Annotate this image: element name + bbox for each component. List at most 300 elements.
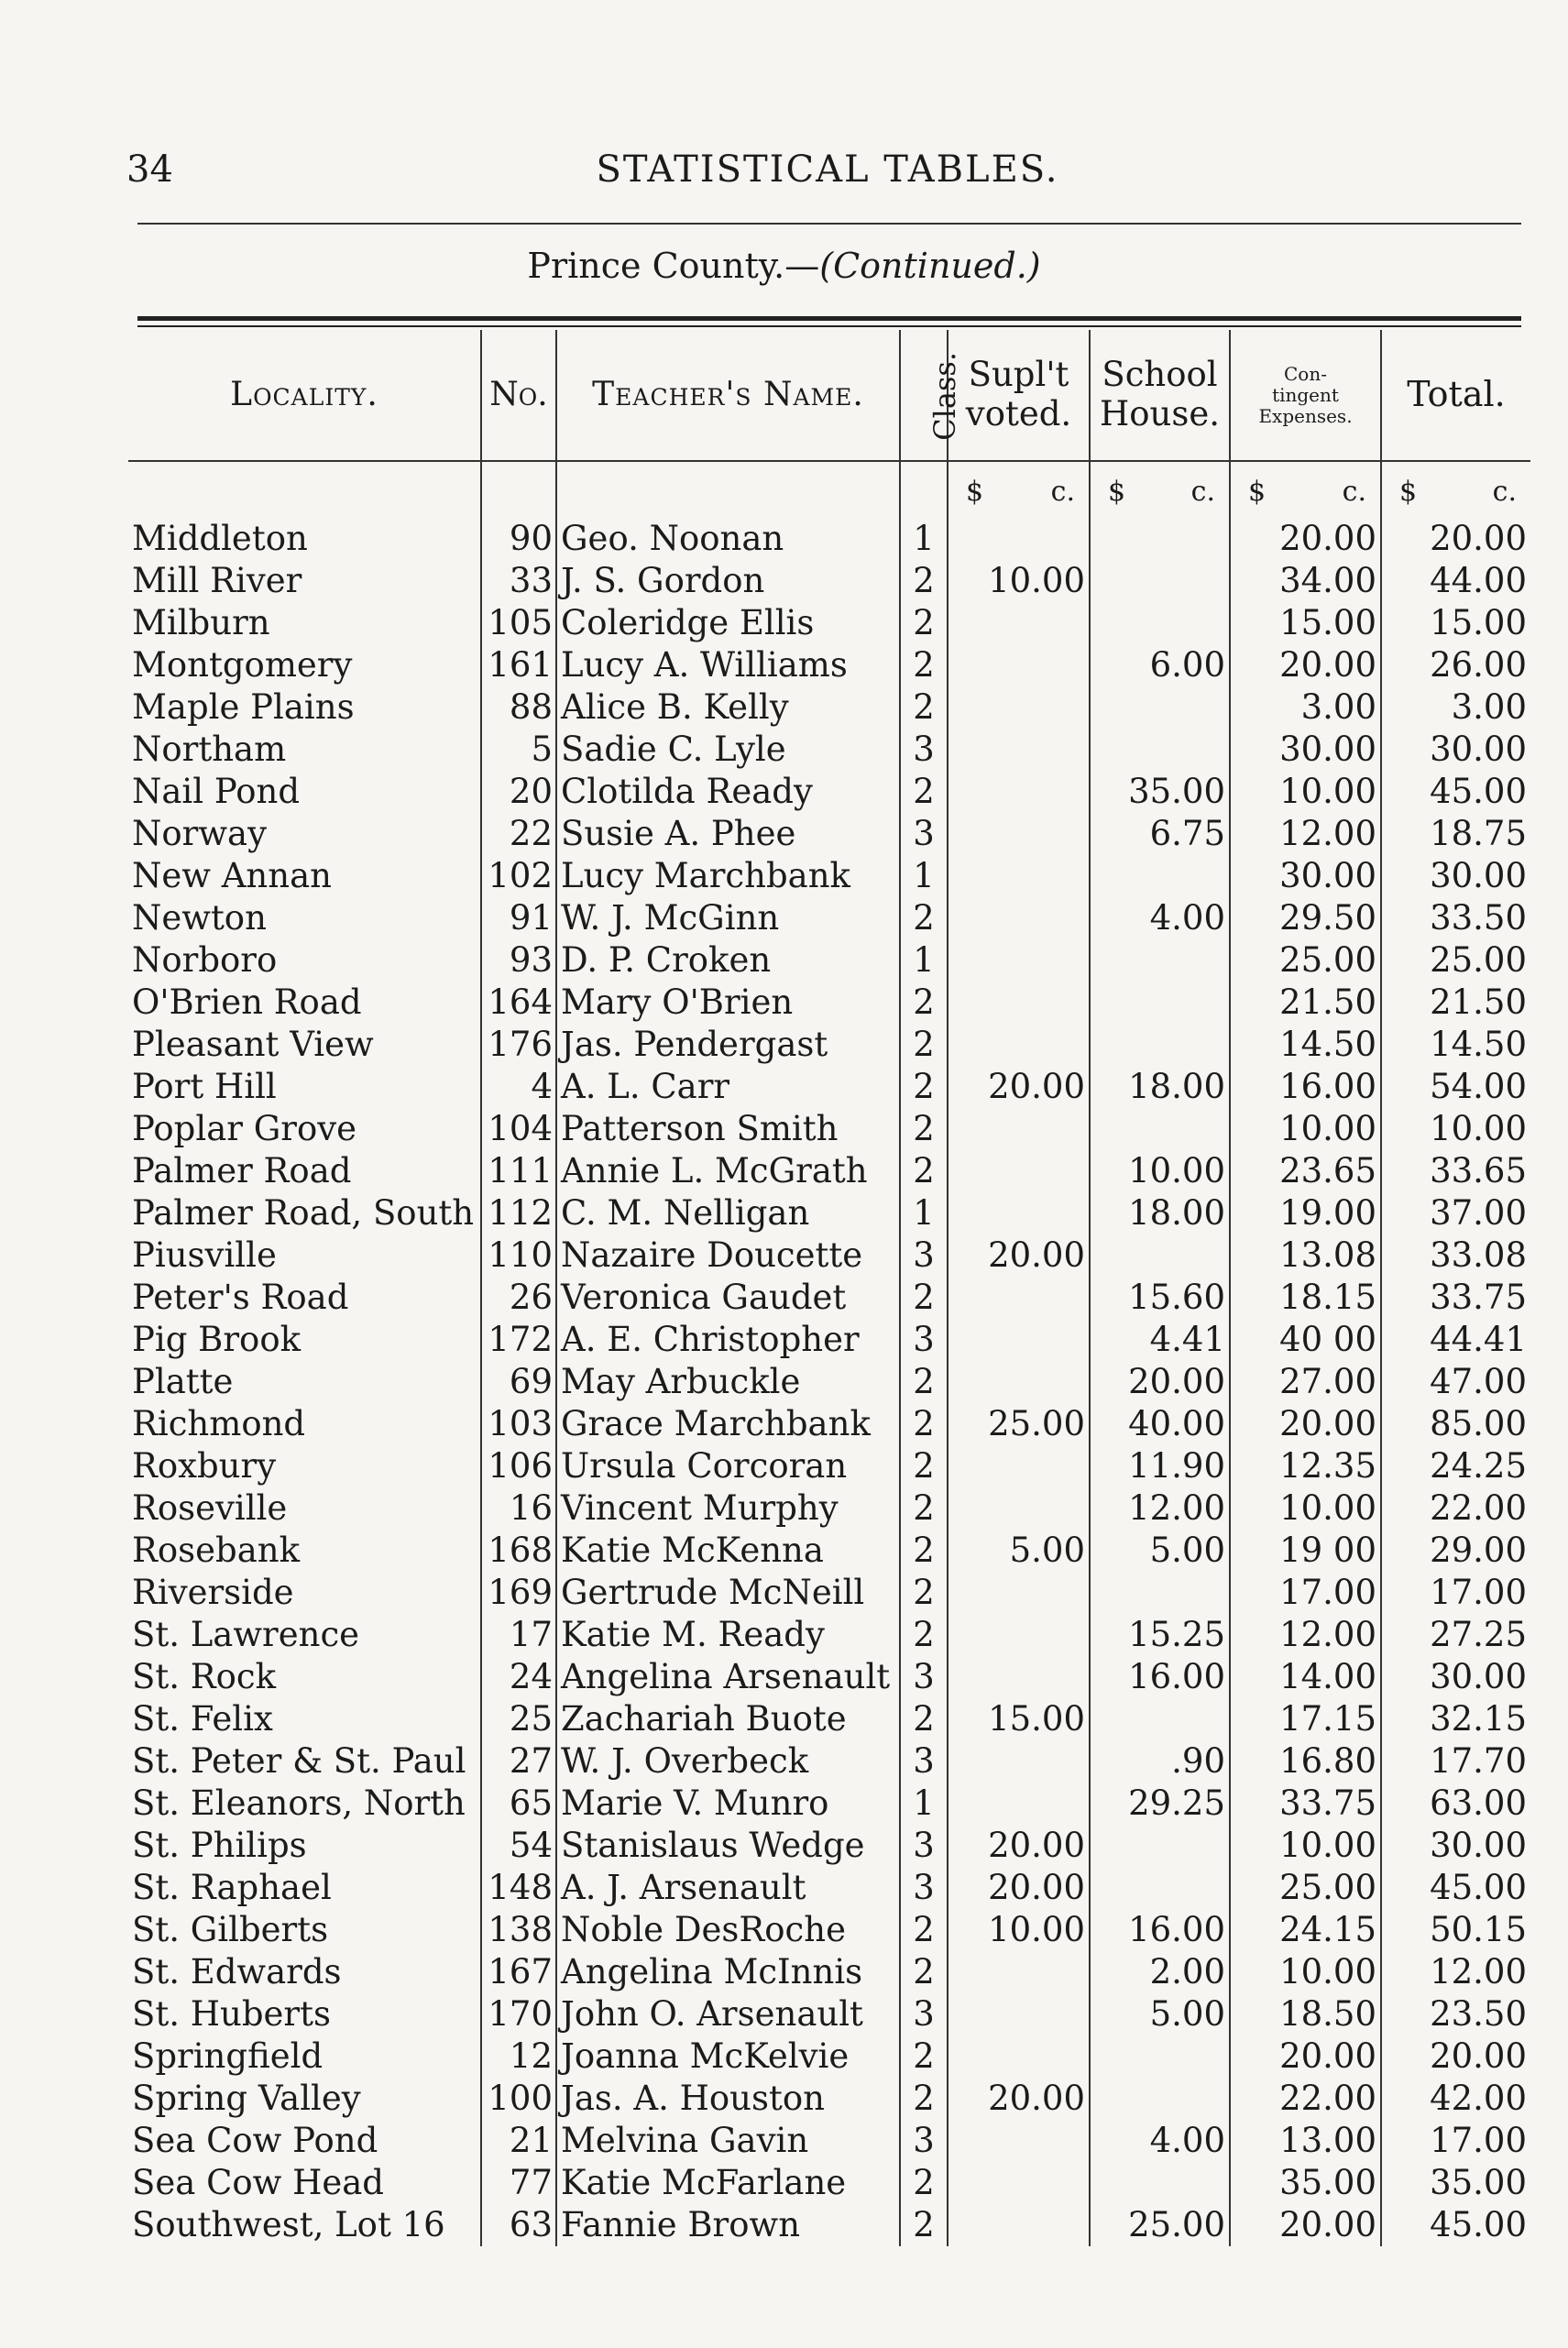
class-cell: 3 [900, 1993, 948, 2035]
supl-voted-cell: 5.00 [948, 1530, 1090, 1572]
total-cell: 45.00 [1381, 2204, 1530, 2246]
contingent-expenses-cell: 20.00 [1230, 518, 1381, 560]
school-house-cell [1090, 518, 1230, 560]
header-school-house [1090, 330, 1230, 461]
header-row [128, 330, 1530, 461]
school-no-cell: 138 [481, 1909, 556, 1951]
cent-unit: c. [1190, 475, 1215, 508]
school-no-cell: 168 [481, 1530, 556, 1572]
supl-voted-cell [948, 1951, 1090, 1993]
class-cell: 2 [900, 1150, 948, 1192]
school-no-cell: 17 [481, 1614, 556, 1656]
contingent-expenses-cell: 10.00 [1230, 1487, 1381, 1530]
teacher-name-cell: Vincent Murphy [556, 1487, 900, 1530]
supl-voted-cell [948, 1024, 1090, 1066]
supl-voted-cell [948, 939, 1090, 982]
teacher-name-cell: Joanna McKelvie [556, 2035, 900, 2078]
table-row [128, 1783, 1530, 1825]
class-cell: 1 [900, 518, 948, 560]
subtitle-county: Prince County.— [527, 246, 820, 286]
locality-cell: Milburn [132, 603, 270, 642]
total-cell: 23.50 [1381, 1993, 1530, 2035]
supl-voted-cell: 15.00 [948, 1698, 1090, 1740]
total-cell: 29.00 [1381, 1530, 1530, 1572]
locality-cell: Peter's Road [132, 1278, 349, 1317]
school-no-cell: 65 [481, 1783, 556, 1825]
school-house-cell: 40.00 [1090, 1403, 1230, 1445]
total-cell: 54.00 [1381, 1066, 1530, 1108]
locality-cell: New Annan [132, 856, 332, 895]
school-house-cell: 18.00 [1090, 1192, 1230, 1234]
contingent-expenses-cell: 10.00 [1230, 1108, 1381, 1150]
header-contingent-expenses [1230, 330, 1381, 461]
supl-voted-cell [948, 1614, 1090, 1656]
class-cell: 2 [900, 2078, 948, 2120]
supl-voted-cell: 20.00 [948, 2078, 1090, 2120]
supl-voted-cell [948, 1150, 1090, 1192]
table-row [128, 560, 1530, 602]
supl-voted-cell [948, 1445, 1090, 1487]
school-no-cell: 26 [481, 1277, 556, 1319]
table-row [128, 1108, 1530, 1150]
school-house-cell: 15.25 [1090, 1614, 1230, 1656]
locality-cell: Rosebank [132, 1531, 301, 1570]
school-house-cell [1090, 982, 1230, 1024]
locality-cell: Pleasant View [132, 1025, 374, 1064]
school-no-cell: 105 [481, 602, 556, 644]
contingent-expenses-cell: 3.00 [1230, 686, 1381, 729]
teacher-name-cell: Susie A. Phee [556, 813, 900, 855]
total-cell: 63.00 [1381, 1783, 1530, 1825]
class-cell: 2 [900, 982, 948, 1024]
total-cell: 27.25 [1381, 1614, 1530, 1656]
units-row [128, 461, 1530, 518]
locality-cell: Norboro [132, 940, 278, 980]
locality-cell: Springfield [132, 2036, 323, 2076]
contingent-expenses-cell: 29.50 [1230, 897, 1381, 939]
locality-cell: St. Raphael [132, 1868, 332, 1907]
header-locality: Locality. [128, 330, 481, 461]
supl-voted-cell [948, 855, 1090, 897]
contingent-expenses-cell: 15.00 [1230, 602, 1381, 644]
units-cell-empty [481, 461, 556, 518]
school-house-cell: 11.90 [1090, 1445, 1230, 1487]
total-cell: 35.00 [1381, 2162, 1530, 2204]
table-row [128, 1993, 1530, 2035]
total-cell: 18.75 [1381, 813, 1530, 855]
school-house-cell [1090, 939, 1230, 982]
locality-cell: Richmond [132, 1404, 306, 1443]
school-house-cell: 18.00 [1090, 1066, 1230, 1108]
units-cell-empty [128, 461, 481, 518]
header-total: Total. [1381, 330, 1530, 461]
units-cell [948, 461, 1090, 518]
locality-cell: Northam [132, 730, 287, 769]
teacher-name-cell: D. P. Croken [556, 939, 900, 982]
supl-voted-cell [948, 813, 1090, 855]
school-no-cell: 111 [481, 1150, 556, 1192]
school-house-cell [1090, 1108, 1230, 1150]
school-house-cell: 4.00 [1090, 897, 1230, 939]
school-house-cell: .90 [1090, 1740, 1230, 1783]
teacher-name-cell: J. S. Gordon [556, 560, 900, 602]
total-cell: 24.25 [1381, 1445, 1530, 1487]
table-row [128, 1024, 1530, 1066]
school-house-cell [1090, 2035, 1230, 2078]
table-row [128, 729, 1530, 771]
teacher-name-cell: W. J. McGinn [556, 897, 900, 939]
school-house-cell: 12.00 [1090, 1487, 1230, 1530]
units-cell [1381, 461, 1530, 518]
contingent-expenses-cell: 25.00 [1230, 1867, 1381, 1909]
teacher-name-cell: Jas. Pendergast [556, 1024, 900, 1066]
school-house-cell [1090, 1234, 1230, 1277]
locality-cell: Newton [132, 898, 267, 938]
contingent-expenses-cell: 17.00 [1230, 1572, 1381, 1614]
class-cell: 3 [900, 813, 948, 855]
header-cont-line3: Expenses. [1258, 404, 1353, 427]
locality-cell: Roseville [132, 1488, 288, 1528]
locality-cell: Pig Brook [132, 1320, 302, 1359]
school-no-cell: 91 [481, 897, 556, 939]
supl-voted-cell: 10.00 [948, 1909, 1090, 1951]
supl-voted-cell [948, 982, 1090, 1024]
locality-cell: St. Gilberts [132, 1910, 329, 1949]
table-row [128, 1614, 1530, 1656]
school-house-cell: 5.00 [1090, 1993, 1230, 2035]
table-row [128, 2204, 1530, 2246]
total-cell: 44.41 [1381, 1319, 1530, 1361]
teacher-name-cell: Ursula Corcoran [556, 1445, 900, 1487]
school-no-cell: 24 [481, 1656, 556, 1698]
total-cell: 30.00 [1381, 1825, 1530, 1867]
table-row [128, 2162, 1530, 2204]
teacher-name-cell: Katie McKenna [556, 1530, 900, 1572]
school-house-cell: 2.00 [1090, 1951, 1230, 1993]
school-house-cell [1090, 1024, 1230, 1066]
total-cell: 17.70 [1381, 1740, 1530, 1783]
locality-cell: O'Brien Road [132, 982, 362, 1022]
units-cell [1090, 461, 1230, 518]
school-no-cell: 104 [481, 1108, 556, 1150]
cent-unit: c. [1342, 475, 1366, 508]
teacher-name-cell: W. J. Overbeck [556, 1740, 900, 1783]
table-row [128, 1530, 1530, 1572]
contingent-expenses-cell: 30.00 [1230, 855, 1381, 897]
teacher-name-cell: Jas. A. Houston [556, 2078, 900, 2120]
supl-voted-cell [948, 771, 1090, 813]
locality-cell: Port Hill [132, 1067, 277, 1106]
school-no-cell: 148 [481, 1867, 556, 1909]
contingent-expenses-cell: 16.00 [1230, 1066, 1381, 1108]
locality-cell: Spring Valley [132, 2079, 361, 2118]
school-no-cell: 103 [481, 1403, 556, 1445]
header-supl-voted [948, 330, 1090, 461]
school-no-cell: 93 [481, 939, 556, 982]
header-rule [137, 223, 1521, 225]
school-no-cell: 20 [481, 771, 556, 813]
supl-voted-cell [948, 1319, 1090, 1361]
class-cell: 2 [900, 560, 948, 602]
contingent-expenses-cell: 12.00 [1230, 1614, 1381, 1656]
school-house-cell: 16.00 [1090, 1909, 1230, 1951]
total-cell: 30.00 [1381, 855, 1530, 897]
contingent-expenses-cell: 25.00 [1230, 939, 1381, 982]
table-row [128, 1403, 1530, 1445]
teacher-name-cell: Mary O'Brien [556, 982, 900, 1024]
locality-cell: Platte [132, 1362, 234, 1401]
total-cell: 33.65 [1381, 1150, 1530, 1192]
total-cell: 50.15 [1381, 1909, 1530, 1951]
locality-cell: Palmer Road [132, 1151, 352, 1190]
supl-voted-cell [948, 1361, 1090, 1403]
class-cell: 2 [900, 1614, 948, 1656]
school-no-cell: 106 [481, 1445, 556, 1487]
school-no-cell: 172 [481, 1319, 556, 1361]
locality-cell: Sea Cow Head [132, 2163, 384, 2202]
table-row [128, 1740, 1530, 1783]
class-cell: 3 [900, 1740, 948, 1783]
units-cell [1230, 461, 1381, 518]
contingent-expenses-cell: 14.50 [1230, 1024, 1381, 1066]
contingent-expenses-cell: 20.00 [1230, 1403, 1381, 1445]
school-house-cell: 6.00 [1090, 644, 1230, 686]
school-house-cell [1090, 560, 1230, 602]
class-cell: 2 [900, 1530, 948, 1572]
class-cell: 2 [900, 1066, 948, 1108]
supl-voted-cell [948, 1572, 1090, 1614]
total-cell: 26.00 [1381, 644, 1530, 686]
class-cell: 3 [900, 1867, 948, 1909]
school-no-cell: 169 [481, 1572, 556, 1614]
school-house-cell: 35.00 [1090, 771, 1230, 813]
table-row [128, 2078, 1530, 2120]
header-no: No. [481, 330, 556, 461]
class-cell: 1 [900, 1192, 948, 1234]
class-cell: 2 [900, 1487, 948, 1530]
school-house-cell [1090, 2078, 1230, 2120]
total-cell: 45.00 [1381, 771, 1530, 813]
class-cell: 1 [900, 939, 948, 982]
table-row [128, 1234, 1530, 1277]
table-row [128, 2035, 1530, 2078]
school-no-cell: 88 [481, 686, 556, 729]
units-cell-empty [556, 461, 900, 518]
school-house-cell [1090, 729, 1230, 771]
table-row [128, 1277, 1530, 1319]
supl-voted-cell [948, 729, 1090, 771]
teacher-name-cell: Stanislaus Wedge [556, 1825, 900, 1867]
contingent-expenses-cell: 20.00 [1230, 2204, 1381, 2246]
teacher-name-cell: Fannie Brown [556, 2204, 900, 2246]
supl-voted-cell [948, 518, 1090, 560]
total-cell: 22.00 [1381, 1487, 1530, 1530]
class-cell: 3 [900, 1825, 948, 1867]
supl-voted-cell [948, 1108, 1090, 1150]
locality-cell: St. Rock [132, 1657, 277, 1696]
teacher-name-cell: Nazaire Doucette [556, 1234, 900, 1277]
teacher-name-cell: Grace Marchbank [556, 1403, 900, 1445]
table-row [128, 1572, 1530, 1614]
table-row [128, 855, 1530, 897]
school-no-cell: 4 [481, 1066, 556, 1108]
table-row [128, 939, 1530, 982]
supl-voted-cell: 20.00 [948, 1234, 1090, 1277]
class-cell: 2 [900, 1909, 948, 1951]
locality-cell: St. Philips [132, 1826, 307, 1865]
school-house-cell [1090, 855, 1230, 897]
teacher-name-cell: A. E. Christopher [556, 1319, 900, 1361]
total-cell: 17.00 [1381, 1572, 1530, 1614]
dollar-unit: $ [1399, 475, 1418, 508]
running-head: STATISTICAL TABLES. [596, 148, 1059, 191]
statistics-table [128, 330, 1530, 2246]
class-cell: 2 [900, 1572, 948, 1614]
school-house-cell: 29.25 [1090, 1783, 1230, 1825]
table-top-rule [137, 316, 1521, 321]
total-cell: 12.00 [1381, 1951, 1530, 1993]
class-cell: 2 [900, 1698, 948, 1740]
total-cell: 33.75 [1381, 1277, 1530, 1319]
teacher-name-cell: Lucy Marchbank [556, 855, 900, 897]
teacher-name-cell: John O. Arsenault [556, 1993, 900, 2035]
school-house-cell: 6.75 [1090, 813, 1230, 855]
header-teacher-name: Teacher's Name. [556, 330, 900, 461]
contingent-expenses-cell: 13.08 [1230, 1234, 1381, 1277]
contingent-expenses-cell: 22.00 [1230, 2078, 1381, 2120]
table-row [128, 1951, 1530, 1993]
table-row [128, 1066, 1530, 1108]
dollar-unit: $ [1108, 475, 1126, 508]
teacher-name-cell: Katie McFarlane [556, 2162, 900, 2204]
header-cont-line1: Con- [1284, 362, 1327, 385]
teacher-name-cell: Katie M. Ready [556, 1614, 900, 1656]
contingent-expenses-cell: 12.35 [1230, 1445, 1381, 1487]
class-cell: 3 [900, 729, 948, 771]
supl-voted-cell: 20.00 [948, 1825, 1090, 1867]
supl-voted-cell [948, 1783, 1090, 1825]
cent-unit: c. [1492, 475, 1517, 508]
class-cell: 1 [900, 1783, 948, 1825]
units-cell-empty [900, 461, 948, 518]
table-row [128, 813, 1530, 855]
school-no-cell: 5 [481, 729, 556, 771]
dollar-unit: $ [1248, 475, 1266, 508]
class-cell: 2 [900, 1951, 948, 1993]
total-cell: 14.50 [1381, 1024, 1530, 1066]
class-cell: 2 [900, 1361, 948, 1403]
supl-voted-cell [948, 644, 1090, 686]
school-no-cell: 110 [481, 1234, 556, 1277]
table-row [128, 602, 1530, 644]
teacher-name-cell: Zachariah Buote [556, 1698, 900, 1740]
total-cell: 42.00 [1381, 2078, 1530, 2120]
teacher-name-cell: Lucy A. Williams [556, 644, 900, 686]
teacher-name-cell: Patterson Smith [556, 1108, 900, 1150]
table-row [128, 1487, 1530, 1530]
table-top-rule-thin [137, 325, 1521, 327]
teacher-name-cell: Coleridge Ellis [556, 602, 900, 644]
table-row [128, 644, 1530, 686]
total-cell: 44.00 [1381, 560, 1530, 602]
school-no-cell: 161 [481, 644, 556, 686]
locality-cell: Middleton [132, 519, 308, 558]
contingent-expenses-cell: 19.00 [1230, 1192, 1381, 1234]
school-no-cell: 170 [481, 1993, 556, 2035]
supl-voted-cell [948, 2204, 1090, 2246]
class-cell: 2 [900, 686, 948, 729]
teacher-name-cell: Veronica Gaudet [556, 1277, 900, 1319]
total-cell: 20.00 [1381, 518, 1530, 560]
teacher-name-cell: Sadie C. Lyle [556, 729, 900, 771]
table-body [128, 518, 1530, 2246]
supl-voted-cell: 25.00 [948, 1403, 1090, 1445]
teacher-name-cell: Gertrude McNeill [556, 1572, 900, 1614]
school-no-cell: 27 [481, 1740, 556, 1783]
school-no-cell: 22 [481, 813, 556, 855]
total-cell: 30.00 [1381, 1656, 1530, 1698]
school-house-cell: 15.60 [1090, 1277, 1230, 1319]
locality-cell: Nail Pond [132, 772, 301, 811]
subtitle-continued: (Continued.) [819, 246, 1041, 286]
supl-voted-cell [948, 686, 1090, 729]
contingent-expenses-cell: 19 00 [1230, 1530, 1381, 1572]
table-row [128, 1909, 1530, 1951]
class-cell: 2 [900, 1403, 948, 1445]
table-row [128, 1445, 1530, 1487]
school-no-cell: 21 [481, 2120, 556, 2162]
school-no-cell: 164 [481, 982, 556, 1024]
teacher-name-cell: A. J. Arsenault [556, 1867, 900, 1909]
school-no-cell: 33 [481, 560, 556, 602]
class-cell: 2 [900, 602, 948, 644]
teacher-name-cell: Clotilda Ready [556, 771, 900, 813]
table-row [128, 1361, 1530, 1403]
class-cell: 2 [900, 771, 948, 813]
supl-voted-cell [948, 2120, 1090, 2162]
contingent-expenses-cell: 35.00 [1230, 2162, 1381, 2204]
header-class-label: Class. [927, 351, 963, 441]
contingent-expenses-cell: 27.00 [1230, 1361, 1381, 1403]
table-row [128, 2120, 1530, 2162]
table-row [128, 518, 1530, 560]
locality-cell: Southwest, Lot 16 [132, 2205, 445, 2244]
locality-cell: St. Felix [132, 1699, 273, 1739]
contingent-expenses-cell: 24.15 [1230, 1909, 1381, 1951]
total-cell: 15.00 [1381, 602, 1530, 644]
table-row [128, 1192, 1530, 1234]
contingent-expenses-cell: 10.00 [1230, 771, 1381, 813]
locality-cell: Norway [132, 814, 267, 853]
school-house-cell [1090, 1867, 1230, 1909]
school-house-cell [1090, 1572, 1230, 1614]
total-cell: 45.00 [1381, 1867, 1530, 1909]
table-row [128, 897, 1530, 939]
class-cell: 2 [900, 1024, 948, 1066]
contingent-expenses-cell: 33.75 [1230, 1783, 1381, 1825]
school-no-cell: 100 [481, 2078, 556, 2120]
total-cell: 25.00 [1381, 939, 1530, 982]
contingent-expenses-cell: 20.00 [1230, 2035, 1381, 2078]
table-row [128, 1825, 1530, 1867]
contingent-expenses-cell: 10.00 [1230, 1951, 1381, 1993]
class-cell: 2 [900, 1108, 948, 1150]
header-class [900, 330, 963, 461]
school-house-cell: 5.00 [1090, 1530, 1230, 1572]
school-no-cell: 25 [481, 1698, 556, 1740]
supl-voted-cell [948, 2162, 1090, 2204]
header-school-line2: House. [1099, 394, 1221, 433]
